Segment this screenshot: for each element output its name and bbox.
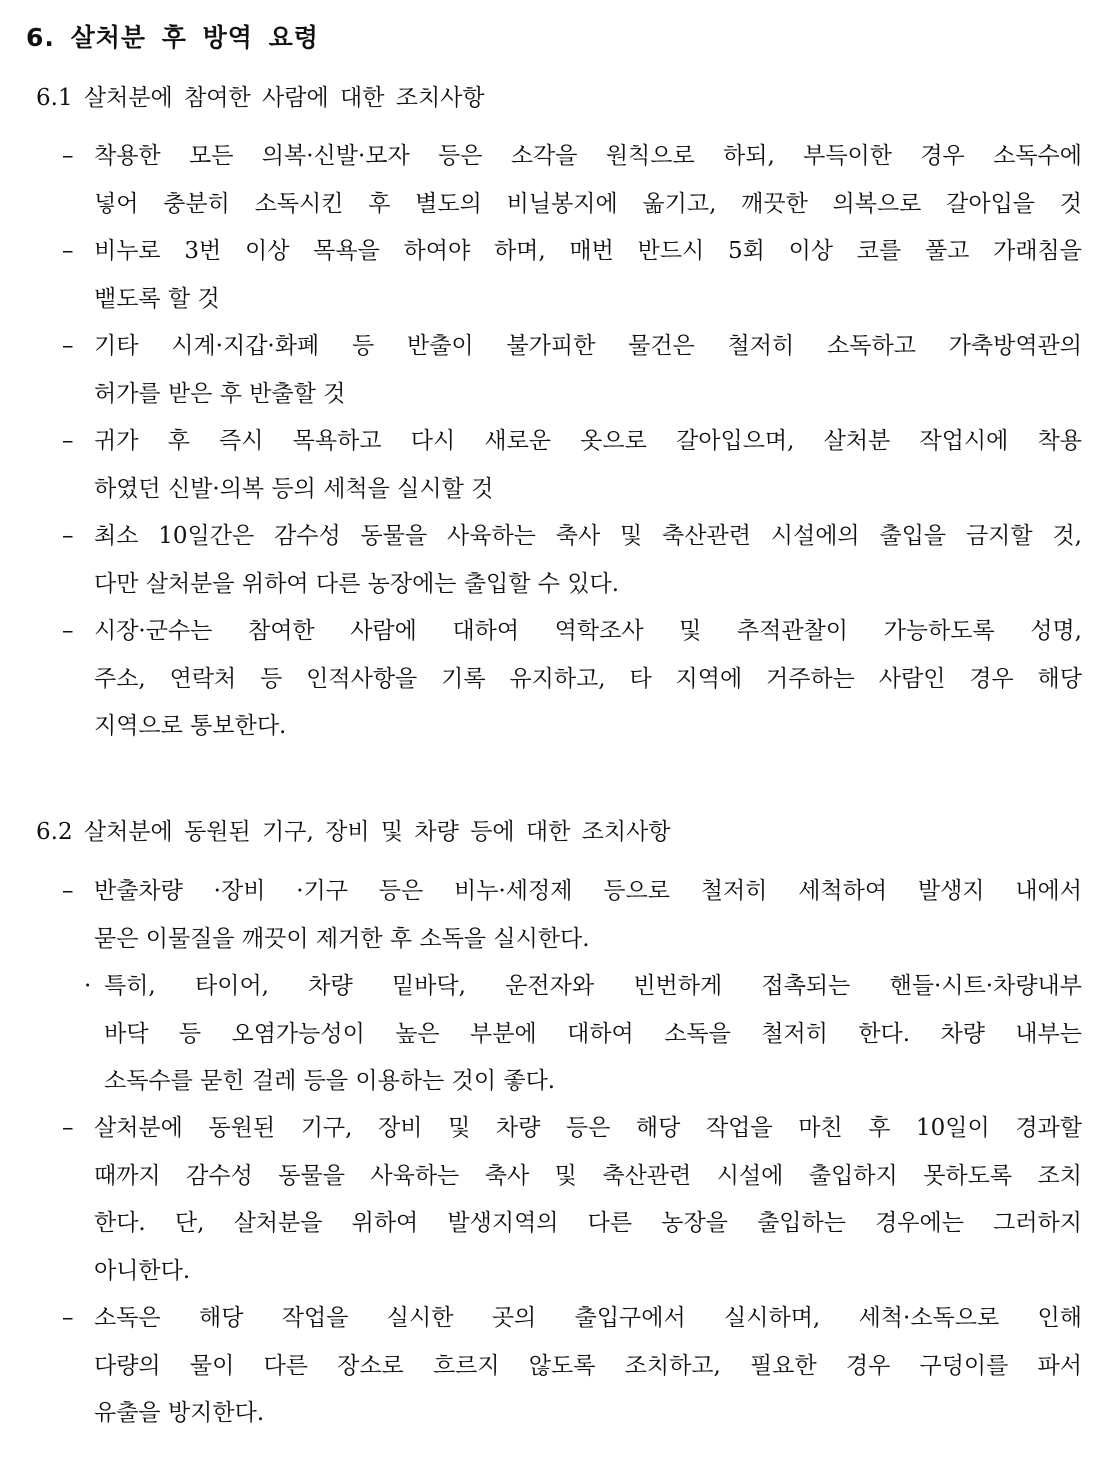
item-line: 귀가 후 즉시 목욕하고 다시 새로운 옷으로 갈아입으며, 살처분 작업시에 착용 (94, 428, 1082, 454)
item-line: 다량의 물이 다른 장소로 흐르지 않도록 조치하고, 필요한 경우 구덩이를 파서 (94, 1352, 1082, 1379)
section-6-2-title: 6.2 살처분에 동원된 기구, 장비 및 차량 등에 대한 조치사항 (36, 819, 671, 845)
item-line: 비누로 3번 이상 목욕을 하여야 하며, 매번 반드시 5회 이상 코를 풀고 가래침을 (94, 238, 1082, 264)
item-line: 착용한 모든 의복·신발·모자 등은 소각을 원칙으로 하되, 부득이한 경우 소독수에 (94, 143, 1082, 169)
item-line: 하였던 신발·의복 등의 세척을 실시할 것 (94, 475, 494, 502)
item-line: 유출을 방지한다. (94, 1400, 265, 1426)
item-line: 바닥 등 오염가능성이 높은 부분에 대하여 소독을 철저히 한다. 차량 내부는 (104, 1020, 1082, 1047)
list-item (84, 963, 1082, 1106)
item-line: 살처분에 동원된 기구, 장비 및 차량 등은 해당 작업을 마친 후 10일이 경과할 (94, 1115, 1082, 1141)
item-line: 한다. 단, 살처분을 위하여 발생지역의 다른 농장을 출입하는 경우에는 그러하지 (94, 1210, 1082, 1236)
list-item (62, 608, 1082, 751)
item-line: 소독수를 묻힌 걸레 등을 이용하는 것이 좋다. (104, 1068, 556, 1094)
item-line: 시장·군수는 참여한 사람에 대하여 역학조사 및 추적관찰이 가능하도록 성명, (94, 618, 1082, 644)
item-line: 때까지 감수성 동물을 사육하는 축사 및 축산관련 시설에 출입하지 못하도록 조치 (94, 1162, 1082, 1189)
item-line: 넣어 충분히 소독시킨 후 별도의 비닐봉지에 옮기고, 깨끗한 의복으로 갈아입을 것 (94, 190, 1082, 217)
dash-marker: – (62, 1115, 74, 1141)
list-item (62, 868, 1082, 963)
dash-marker: – (62, 238, 74, 264)
item-line: 아니한다. (94, 1257, 191, 1284)
item-line: 허가를 받은 후 반출할 것 (94, 380, 346, 407)
list-item (62, 513, 1082, 608)
item-line: 기타 시계·지갑·화폐 등 반출이 불가피한 물건은 철저히 소독하고 가축방역관의 (94, 333, 1082, 359)
section-6-1-title: 6.1 살처분에 참여한 사람에 대한 조치사항 (36, 85, 485, 111)
dash-marker: – (62, 428, 74, 454)
item-line: 소독은 해당 작업을 실시한 곳의 출입구에서 실시하며, 세척·소독으로 인해 (94, 1305, 1082, 1331)
dash-marker: – (62, 878, 74, 904)
bullet-marker: · (84, 973, 92, 999)
dash-marker: – (62, 143, 74, 169)
page-title: 6. 살처분 후 방역 요령 (26, 23, 319, 52)
item-line: 반출차량 ·장비 ·기구 등은 비누·세정제 등으로 철저히 세척하여 발생지 내에서 (94, 878, 1082, 904)
dash-marker: – (62, 618, 74, 644)
list-item (62, 228, 1082, 323)
item-line: 묻은 이물질을 깨끗이 제거한 후 소독을 실시한다. (94, 925, 590, 952)
item-line: 최소 10일간은 감수성 동물을 사육하는 축사 및 축산관련 시설에의 출입을 금지할 것, (94, 523, 1082, 549)
list-item (62, 1295, 1082, 1438)
item-line: 다만 살처분을 위하여 다른 농장에는 출입할 수 있다. (94, 570, 620, 597)
list-item (62, 133, 1082, 228)
list-item (62, 323, 1082, 418)
list-item (62, 418, 1082, 513)
item-line: 뱉도록 할 것 (94, 285, 220, 312)
item-line: 지역으로 통보한다. (94, 713, 287, 739)
dash-marker: – (62, 1305, 74, 1331)
dash-marker: – (62, 333, 74, 359)
dash-marker: – (62, 523, 74, 549)
item-line: 주소, 연락처 등 인적사항을 기록 유지하고, 타 지역에 거주하는 사람인 경우 해당 (94, 665, 1082, 692)
list-item (62, 1105, 1082, 1295)
item-line: 특히, 타이어, 차량 밑바닥, 운전자와 빈번하게 접촉되는 핸들·시트·차량내부 (104, 973, 1082, 999)
